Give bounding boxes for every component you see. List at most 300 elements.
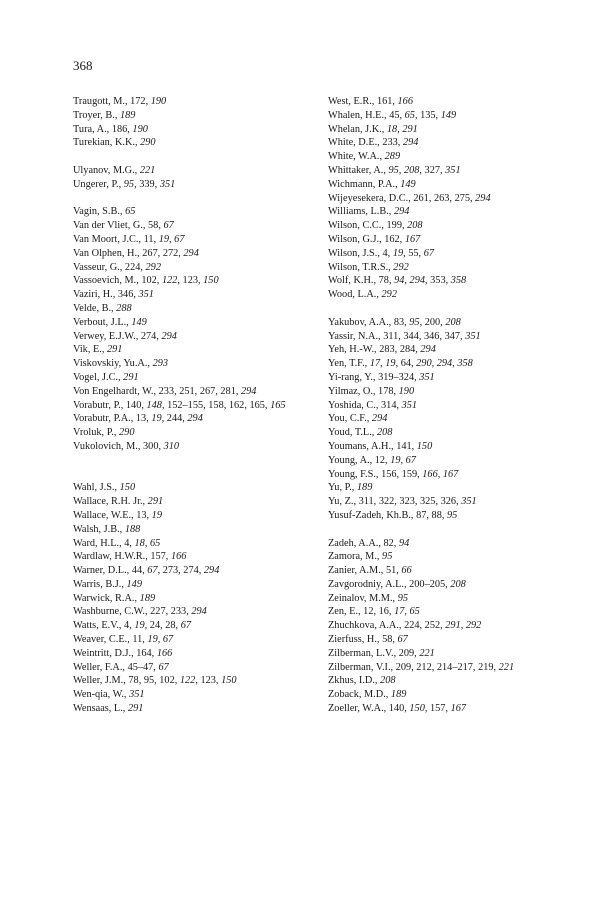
index-entry	[73, 592, 318, 606]
index-entry	[328, 537, 588, 551]
section-gap	[73, 192, 318, 206]
author-name: Wichmann, P.A.,	[328, 178, 401, 190]
page-ref: 233, 251, 267, 281,	[158, 385, 241, 397]
page-ref-italic: 291	[147, 496, 164, 508]
page-ref: 58,	[382, 634, 398, 646]
author-name: Troyer, B.,	[73, 109, 120, 121]
index-entry	[328, 688, 588, 702]
author-name: Zhuchkova, A.A.,	[328, 620, 405, 632]
page-ref: 209,	[398, 647, 420, 659]
author-name: Whalen, H.E.,	[328, 109, 390, 121]
author-name: Whelan, J.K.,	[328, 123, 387, 135]
author-name: Zoback, M.D.,	[328, 689, 391, 701]
page-ref: , 339,	[134, 178, 160, 190]
page-ref: 314,	[381, 399, 402, 411]
author-name: Zamora, M.,	[328, 551, 383, 563]
page-ref: 300,	[143, 440, 164, 452]
page-ref: 311, 344, 346, 347,	[383, 330, 466, 342]
index-entry	[328, 702, 588, 716]
index-entry	[328, 95, 588, 109]
page-ref-italic: 65	[404, 109, 415, 121]
author-name: West, E.R.,	[328, 96, 377, 107]
author-name: Wilson, G.J.,	[328, 233, 385, 245]
index-entry	[328, 205, 588, 219]
index-entry	[328, 550, 588, 564]
index-entry	[328, 412, 588, 426]
author-name: Traugott, M.,	[73, 96, 131, 107]
author-name: Wolf, K.H.,	[328, 275, 379, 287]
index-entry	[73, 247, 318, 261]
page-ref-italic: 208	[380, 675, 396, 687]
index-entry	[73, 371, 318, 385]
page-ref: 209, 212, 214–217, 219,	[395, 661, 499, 673]
page-ref-italic: 208	[445, 316, 461, 328]
index-entry	[328, 495, 588, 509]
page-ref: 45–47,	[127, 661, 159, 673]
author-name: Wilson, T.R.S.,	[328, 261, 394, 273]
index-entry	[73, 481, 318, 495]
index-entry	[73, 702, 318, 716]
page-ref-italic: 149	[126, 578, 142, 590]
author-name: Ulyanov, M.G.,	[73, 164, 140, 176]
index-entry	[328, 647, 588, 661]
author-name: Whittaker, A.,	[328, 164, 389, 176]
index-entry	[328, 633, 588, 647]
page-ref: 4,	[124, 620, 135, 632]
author-name: Wallace, R.H. Jr.,	[73, 496, 148, 508]
page-ref-italic: 294	[371, 413, 388, 425]
index-entry	[328, 592, 588, 606]
page-ref-italic: 351	[159, 178, 176, 190]
page-ref-italic: 294	[420, 344, 436, 356]
page-ref-italic: 351	[401, 399, 418, 411]
page-ref-italic: 150	[221, 675, 237, 687]
index-entry	[73, 109, 318, 123]
author-name: Vik, E.,	[73, 344, 107, 356]
index-entry	[73, 619, 318, 633]
index-entry	[328, 247, 588, 261]
index-entry	[73, 578, 318, 592]
page-ref: 12,	[374, 454, 391, 466]
author-name: Washburne, C.W.,	[73, 606, 151, 618]
index-column-left	[73, 95, 318, 716]
index-entry	[73, 688, 318, 702]
author-name: Vagin, S.B.,	[73, 206, 126, 218]
index-entry	[328, 316, 588, 330]
index-entry	[73, 495, 318, 509]
author-name: Vroluk, P.,	[73, 427, 120, 439]
page-ref: 82,	[383, 537, 399, 549]
index-entry	[328, 343, 588, 357]
page-ref: 224, 252,	[404, 620, 446, 632]
page-ref-italic: 19	[151, 509, 162, 521]
page-ref-italic: 67	[163, 220, 174, 232]
page-ref-italic: 67	[158, 661, 169, 673]
page-ref: 12, 16,	[363, 606, 395, 618]
page-ref: 51,	[385, 565, 402, 577]
page-ref-italic: 292	[145, 261, 161, 273]
author-name: Verwey, E.J.W.,	[73, 330, 141, 342]
author-name: Von Engelhardt, W.,	[73, 385, 159, 397]
author-name: Wilson, C.C.,	[328, 220, 387, 232]
page-ref-italic: 351	[138, 289, 154, 301]
page-ref-italic: 150	[409, 703, 425, 715]
page-ref-italic: 351	[465, 330, 481, 342]
page-ref: 200–205,	[409, 578, 451, 590]
author-name: Zavgorodniy, A.L.,	[328, 578, 410, 590]
page-ref-italic: 65	[125, 206, 136, 218]
page-ref-italic: 292	[393, 261, 409, 273]
section-gap	[73, 454, 318, 468]
author-name: Wensaas, L.,	[73, 703, 128, 715]
author-name: Zen, E.,	[328, 606, 364, 618]
page-ref-italic: 294	[241, 385, 257, 397]
page-ref: 141,	[396, 440, 417, 452]
page-ref: 186,	[111, 123, 133, 135]
page-ref: 78, 95, 102,	[128, 675, 180, 687]
page-ref: 13,	[135, 413, 152, 425]
index-entry	[73, 302, 318, 316]
index-entry	[328, 109, 588, 123]
page-ref: 233,	[382, 137, 403, 149]
page-ref: 346,	[117, 289, 139, 301]
page-ref-italic: 289	[384, 151, 401, 163]
page-ref-italic: 351	[419, 371, 435, 383]
page-ref-italic: 294	[161, 330, 177, 342]
page-ref: , 55,	[403, 247, 424, 259]
page-ref-italic: 19, 67	[390, 454, 416, 466]
author-name: Turekian, K.K.,	[73, 137, 141, 149]
author-name: Wardlaw, H.W.R.,	[73, 551, 151, 563]
page-ref-italic: 189	[139, 592, 156, 604]
page-ref-italic: 94, 294	[394, 275, 425, 287]
page-ref: 140,	[388, 703, 410, 715]
index-entry	[328, 440, 588, 454]
section-gap	[328, 302, 588, 316]
index-entry	[328, 605, 588, 619]
author-name: Yakubov, A.A.,	[328, 316, 394, 328]
index-entry	[328, 233, 588, 247]
page-ref: 162,	[384, 233, 405, 245]
page-ref: 164,	[136, 647, 157, 659]
page-ref: 267, 272,	[142, 247, 184, 259]
page-ref-italic: 310	[163, 440, 180, 452]
author-name: Weller, F.A.,	[73, 661, 128, 673]
author-name: Van der Vliet, G.,	[73, 220, 149, 232]
index-entry	[73, 412, 318, 426]
index-entry	[328, 123, 588, 137]
page-ref-italic: 290	[140, 137, 156, 149]
page-ref-italic: 208	[450, 578, 466, 590]
page-ref-italic: 290	[119, 427, 135, 439]
author-name: Zkhus, I.D.,	[328, 675, 381, 687]
page-ref: , 273, 274,	[157, 565, 204, 577]
page-ref-italic: 292	[381, 289, 397, 301]
page-ref-italic: 149	[400, 178, 416, 190]
page-ref: 199,	[386, 220, 408, 232]
index-entry	[328, 274, 588, 288]
page-ref-italic: 291	[107, 344, 123, 356]
page-ref: 319–324,	[378, 371, 420, 383]
index-entry	[328, 385, 588, 399]
author-name: Van Olphen, H.,	[73, 247, 143, 259]
author-name: Vorabutr, P.A.,	[73, 413, 136, 425]
page-ref-italic: 150	[203, 275, 219, 287]
author-name: Zilberman, V.I.,	[328, 661, 396, 673]
page-ref-italic: 189	[356, 482, 373, 494]
author-name: Zadeh, A.A.,	[328, 537, 384, 549]
page-ref: 44,	[131, 565, 148, 577]
index-entry	[73, 164, 318, 178]
page-ref: 261, 263, 275,	[413, 192, 476, 204]
author-name: Wen-qia, W.,	[73, 689, 130, 701]
page-ref: 311, 322, 323, 325, 326,	[358, 496, 462, 508]
index-entry	[73, 550, 318, 564]
page-ref: 78,	[378, 275, 395, 287]
index-entry	[328, 261, 588, 275]
page-ref: 13,	[136, 509, 152, 521]
index-entry	[73, 123, 318, 137]
author-name: Viskovskiy, Yu.A.,	[73, 358, 153, 370]
page-ref-italic: 294	[402, 137, 419, 149]
author-name: Zierfuss, H.,	[328, 634, 383, 646]
author-name: Yu, P.,	[328, 482, 357, 494]
page-ref-italic: 351	[445, 164, 461, 176]
page-ref-italic: 208	[407, 220, 423, 232]
page-ref-italic: 293	[152, 358, 169, 370]
index-entry	[328, 219, 588, 233]
index-entry	[328, 578, 588, 592]
page-ref: 102,	[141, 275, 162, 287]
page-ref-italic: 67	[397, 634, 408, 646]
page-ref-italic: 94	[398, 537, 410, 549]
index-entry	[73, 219, 318, 233]
page-ref-italic: 167	[404, 233, 421, 245]
index-entry	[73, 523, 318, 537]
page-ref-italic: 67	[147, 565, 158, 577]
index-entry	[328, 468, 588, 482]
author-name: Vukolovich, M.,	[73, 440, 144, 452]
author-name: Yassir, N.A.,	[328, 330, 384, 342]
author-name: Wijeyesekera, D.C.,	[328, 192, 414, 204]
page-ref: , 157,	[424, 703, 451, 715]
page-ref: 87, 88,	[416, 509, 447, 521]
page-ref-italic: 95, 208	[388, 164, 420, 176]
page-ref: 156, 159,	[381, 468, 423, 480]
index-entry	[73, 136, 318, 150]
author-name: Walsh, J.B.,	[73, 523, 125, 535]
author-name: Young, A.,	[328, 454, 375, 466]
index-entry	[73, 343, 318, 357]
page-ref-italic: 19	[392, 247, 404, 259]
page-ref-italic: 165	[270, 399, 286, 411]
page-ref-italic: 18, 65	[134, 537, 161, 549]
author-name: Weintritt, D.J.,	[73, 647, 137, 659]
index-entry	[328, 164, 588, 178]
author-name: Yen, T.F.,	[328, 358, 370, 370]
page-ref: 45,	[389, 109, 405, 121]
page-ref: , 353,	[425, 275, 451, 287]
page-ref-italic: 150	[119, 482, 136, 494]
author-name: Wahl, J.S.,	[73, 482, 120, 494]
page-ref-italic: 150	[416, 440, 433, 452]
author-name: Watts, E.V.,	[73, 620, 125, 632]
author-name: Ward, H.L.,	[73, 537, 125, 549]
index-entry	[328, 371, 588, 385]
index-entry	[73, 605, 318, 619]
page-ref: 58,	[148, 220, 164, 232]
index-entry	[73, 205, 318, 219]
index-entry	[328, 178, 588, 192]
page-ref-italic: 190	[150, 96, 167, 107]
index-entry	[73, 261, 318, 275]
author-name: Wilson, J.S.,	[328, 247, 383, 259]
author-name: Zilberman, L.V.,	[328, 647, 399, 659]
index-entry	[328, 481, 588, 495]
page-ref-italic: 294	[475, 192, 491, 204]
index-entry	[328, 619, 588, 633]
author-name: Williams, L.B.,	[328, 206, 394, 218]
author-name: Warwick, R.A.,	[73, 592, 140, 604]
section-gap	[328, 523, 588, 537]
author-name: Tura, A.,	[73, 123, 112, 135]
index-entry	[328, 136, 588, 150]
author-name: You, C.F.,	[328, 413, 372, 425]
index-entry	[328, 150, 588, 164]
author-name: White, W.A.,	[328, 151, 385, 163]
section-gap	[73, 150, 318, 164]
index-entry	[73, 385, 318, 399]
page-ref: 157,	[150, 551, 171, 563]
index-entry	[328, 426, 588, 440]
index-entry	[328, 330, 588, 344]
page-ref-italic: 294	[187, 413, 203, 425]
index-entry	[73, 564, 318, 578]
page-ref-italic: 67	[423, 247, 434, 259]
author-name: Vorabutr, P.,	[73, 399, 126, 411]
author-name: Van Moort, J.C.,	[73, 233, 144, 245]
author-name: Warner, D.L.,	[73, 565, 132, 577]
page-ref-italic: 294	[203, 565, 220, 577]
page-ref: 224,	[124, 261, 146, 273]
author-name: Zanier, A.M.,	[328, 565, 386, 577]
page-ref-italic: 149	[131, 316, 147, 328]
page-ref: 172,	[130, 96, 151, 107]
page-ref-italic: 122	[179, 675, 196, 687]
page-ref: 83,	[393, 316, 410, 328]
author-name: Vogel, J.C.,	[73, 371, 124, 383]
index-entry	[328, 192, 588, 206]
page-ref-italic: 291	[123, 371, 139, 383]
page-ref: 4,	[382, 247, 393, 259]
author-name: Youd, T.L.,	[328, 427, 377, 439]
page-ref-italic: 190	[132, 123, 148, 135]
page-ref-italic: 166, 167	[422, 468, 459, 480]
author-name: Verbout, J.L.,	[73, 316, 132, 328]
index-entry	[328, 661, 588, 675]
page-ref-italic: 18, 291	[386, 123, 418, 135]
page-ref-italic: 19	[151, 413, 162, 425]
author-name: Vassoevich, M.,	[73, 275, 142, 287]
author-name: Yeh, H.-W.,	[328, 344, 380, 356]
page-ref-italic: 358	[450, 275, 467, 287]
author-name: Vaziri, H.,	[73, 289, 118, 301]
author-name: Young, F.S.,	[328, 468, 382, 480]
page-ref: , 123,	[195, 675, 222, 687]
page-ref: 11,	[132, 634, 148, 646]
page-ref-italic: 17, 65	[394, 606, 420, 618]
index-entry	[328, 399, 588, 413]
author-name: Zoeller, W.A.,	[328, 703, 389, 715]
index-entry	[73, 633, 318, 647]
index-entry	[73, 233, 318, 247]
index-entry	[73, 178, 318, 192]
index-entry	[328, 564, 588, 578]
page-ref-italic: 189	[390, 689, 407, 701]
index-entry	[73, 95, 318, 109]
author-name: Yilmaz, O.,	[328, 385, 379, 397]
index-entry	[328, 509, 588, 523]
author-name: White, D.E.,	[328, 137, 383, 149]
page-number: 368	[73, 58, 93, 73]
index-entry	[328, 357, 588, 371]
author-name: Zeinalov, M.M.,	[328, 592, 398, 604]
index-entry	[73, 440, 318, 454]
page-ref: 178,	[378, 385, 399, 397]
index-entry	[328, 288, 588, 302]
page-ref: 161,	[376, 96, 398, 107]
index-entry	[73, 316, 318, 330]
page-ref: , 123,	[177, 275, 204, 287]
page-ref-italic: 288	[116, 302, 132, 314]
page-ref-italic: 221	[139, 164, 156, 176]
author-name: Yi-rang, Y.,	[328, 371, 379, 383]
index-entry	[73, 647, 318, 661]
index-entry	[328, 674, 588, 688]
index-entry	[73, 357, 318, 371]
page-ref-italic: 19, 67	[158, 233, 185, 245]
section-gap	[73, 468, 318, 482]
author-name: Yoshida, C.,	[328, 399, 382, 411]
page-ref: , 135,	[414, 109, 441, 121]
page-ref: , 200,	[419, 316, 446, 328]
page-ref-italic: 95	[123, 178, 135, 190]
index-entry	[73, 399, 318, 413]
author-name: Ungerer, P.,	[73, 178, 124, 190]
page-ref-italic: 67	[180, 620, 191, 632]
page-ref-italic: 291	[127, 703, 144, 715]
page-ref: , 327,	[419, 164, 446, 176]
index-entry	[73, 661, 318, 675]
page-ref: , 152–155, 158, 162, 165,	[161, 399, 271, 411]
author-name: Yu, Z.,	[328, 496, 359, 508]
page-ref: , 64,	[395, 358, 417, 370]
index-entry	[73, 330, 318, 344]
index-entry	[73, 274, 318, 288]
page-ref-italic: 208	[376, 427, 393, 439]
page-ref: 11,	[143, 233, 159, 245]
page-ref-italic: 95	[382, 551, 393, 563]
author-name: Wood, L.A.,	[328, 289, 382, 301]
author-name: Wallace, W.E.,	[73, 509, 137, 521]
page-ref-italic: 122	[161, 275, 178, 287]
page-ref-italic: 167	[450, 703, 467, 715]
index-entry	[73, 509, 318, 523]
page-ref-italic: 189	[119, 109, 136, 121]
author-name: Weller, J.M.,	[73, 675, 129, 687]
index-entry	[73, 426, 318, 440]
index-entry	[73, 288, 318, 302]
